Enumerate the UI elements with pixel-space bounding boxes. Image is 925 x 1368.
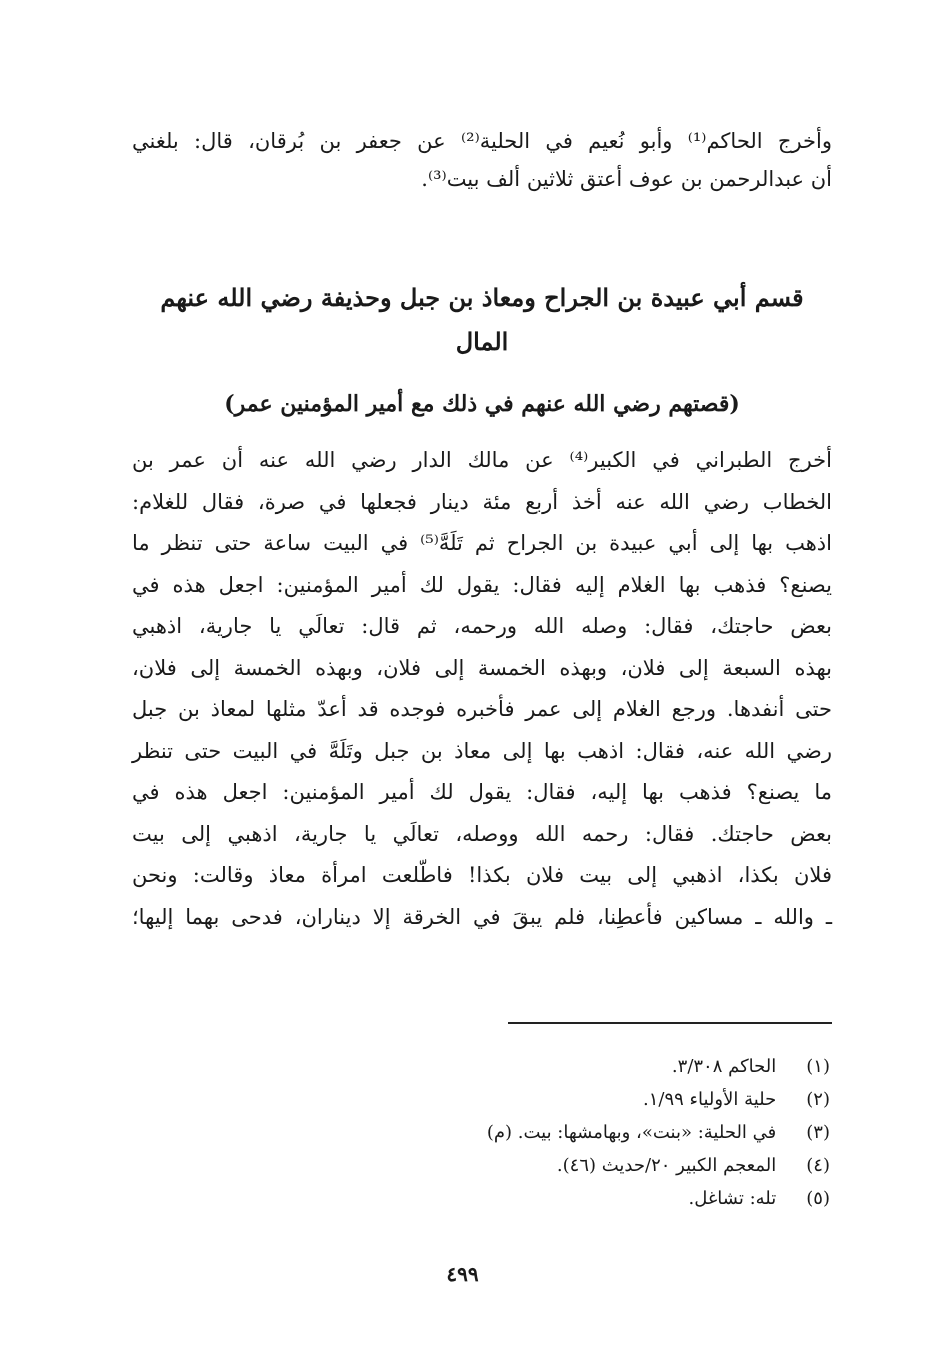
footnote: [300, 1083, 830, 1116]
body-line: الخطاب رضي الله عنه أخذ أربع مئة دينار فجعلها في صرة، فقال للغلام:: [132, 489, 832, 514]
intro-line: وأخرج الحاكم⁽¹⁾ وأبو نُعيم في الحلية⁽²⁾ عن جعفر بن بُرقان، قال: بلغني: [132, 129, 832, 153]
footnote: [300, 1182, 830, 1215]
footnote-number: (٤): [806, 1155, 830, 1176]
intro-line: أن عبدالرحمن بن عوف أعتق ثلاثين ألف بيت⁽³⁾.: [421, 167, 832, 191]
footnote: [300, 1116, 830, 1149]
section-subheading: (قصتهم رضي الله عنهم في ذلك مع أمير المؤمنين عمر): [224, 391, 740, 417]
body-line: ما يصنع؟ فذهب بها إليه، فقال: يقول لك أمير المؤمنين: اجعل هذه في: [132, 780, 832, 804]
page-number: ٤٩٩: [446, 1262, 479, 1286]
body-line: بعض حاجتك. فقال: رحمه الله ووصله، تعالَي يا جارية، اذهبي إلى بيت: [132, 821, 832, 846]
body-line: أخرج الطبراني في الكبير⁽⁴⁾ عن مالك الدار رضي الله عنه أن عمر بن: [132, 448, 832, 472]
footnote-number: (١): [806, 1056, 830, 1077]
section-heading: [132, 276, 832, 364]
footnote-number: (٣): [806, 1122, 830, 1143]
section-heading-line: المال: [455, 327, 509, 356]
footnote-text: الحاكم ٣/٣٠٨.: [671, 1056, 777, 1077]
footnote-text: في الحلية: «بنت»، وبهامشها: بيت. (م): [486, 1122, 777, 1143]
footnotes: [300, 1050, 830, 1215]
footnote-number: (٢): [806, 1089, 830, 1110]
body-line: فلان بكذا، اذهبي إلى بيت فلان بكذا! فاطّلعت امرأة معاذ وقالت: ونحن: [132, 863, 832, 887]
body-paragraph: [132, 440, 832, 938]
footnote: [300, 1149, 830, 1182]
body-line: رضي الله عنه، فقال: اذهب بها إلى معاذ بن جبل وتَلَهَّ في البيت حتى تنظر: [132, 738, 832, 763]
footnote-divider: [508, 1022, 832, 1024]
body-line: ـ والله ـ مساكين فأعطِنا، فلم يبقَ في الخرقة إلا ديناران، فدحى بهما إليها؛: [132, 904, 832, 929]
section-heading-line: قسم أبي عبيدة بن الجراح ومعاذ بن جبل وحذيفة رضي الله عنهم: [160, 283, 804, 312]
intro-paragraph: [132, 122, 832, 198]
body-line: حتى أنفدها. ورجع الغلام إلى عمر فأخبره فوجده قد أعدّ مثلها لمعاذ بن جبل: [132, 697, 832, 721]
footnote-text: حلية الأولياء ١/٩٩.: [643, 1089, 777, 1110]
footnote-text: المعجم الكبير ٢٠/حديث (٤٦).: [556, 1155, 777, 1176]
footnote-number: (٥): [806, 1188, 830, 1209]
footnote: [300, 1050, 830, 1083]
body-line: بعض حاجتك، فقال: وصله الله ورحمه، ثم قال: تعالَي يا جارية، اذهبي: [132, 614, 832, 638]
body-line: يصنع؟ فذهب بها الغلام إليه فقال: يقول لك أمير المؤمنين: اجعل هذه في: [132, 572, 832, 597]
body-line: بهذه السبعة إلى فلان، وبهذه الخمسة إلى فلان، وبهذه الخمسة إلى فلان،: [132, 655, 832, 680]
body-line: اذهب بها إلى أبي عبيدة بن الجراح ثم تَلَهَّ⁽⁵⁾ في البيت ساعة حتى تنظر ما: [132, 531, 832, 555]
footnote-text: تله: تشاغل.: [688, 1188, 777, 1209]
